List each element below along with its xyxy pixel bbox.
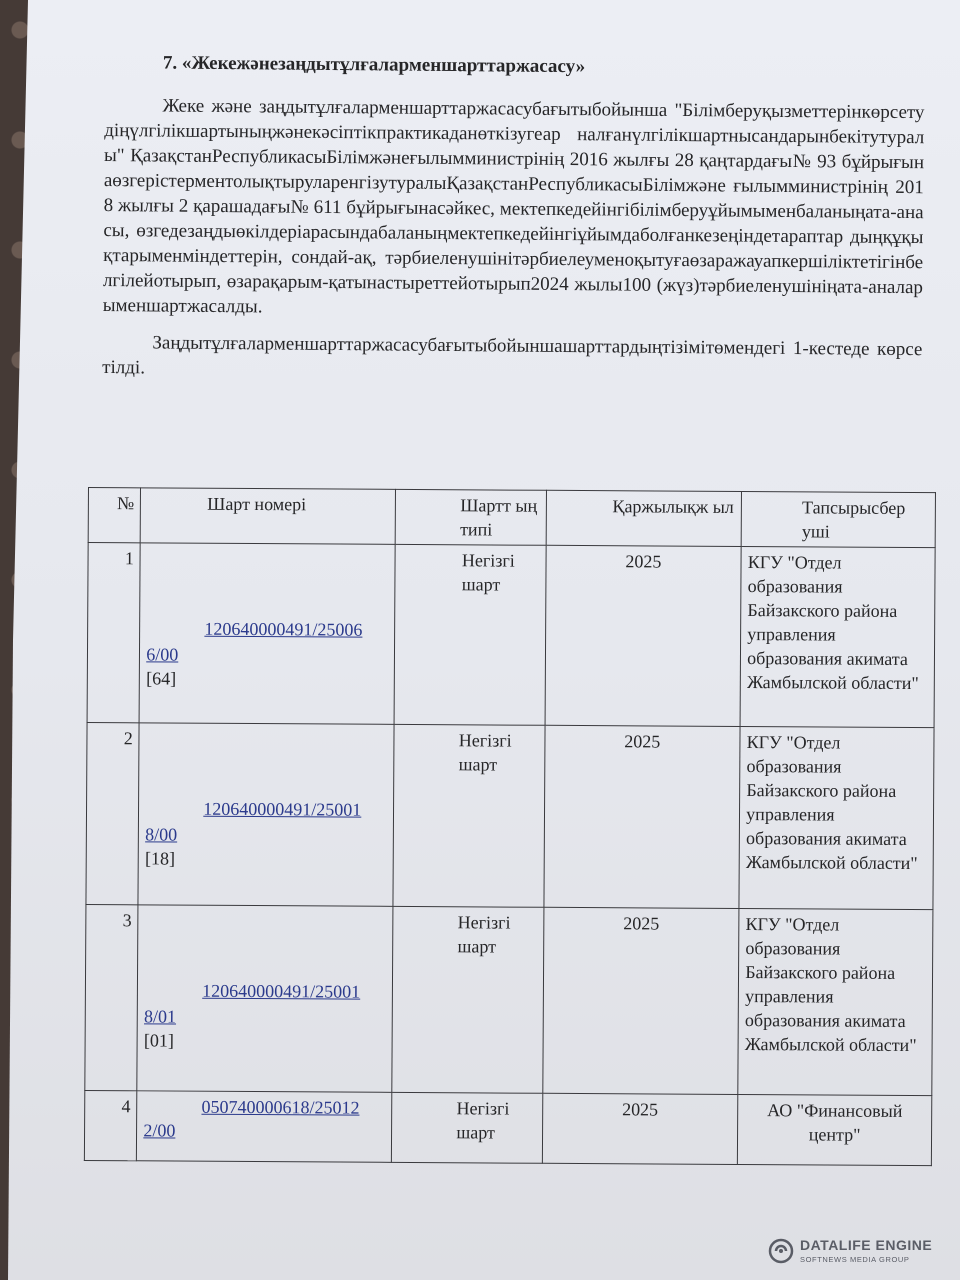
customer: КГУ "Отдел образования Байзакского района управления образования акимата Жамбылской области" <box>739 726 934 909</box>
customer: КГУ "Отдел образования Байзакского района управления образования акимата Жамбылской области" <box>740 546 935 727</box>
contract-number-cell <box>138 723 394 907</box>
watermark-title: DATALIFE ENGINE <box>800 1237 933 1253</box>
contract-number-suffix[interactable]: 8/01 <box>144 1006 177 1027</box>
datalife-logo-icon <box>768 1238 794 1264</box>
fiscal-year: 2025 <box>542 1093 738 1164</box>
contracts-table <box>84 487 936 1166</box>
fiscal-year: 2025 <box>542 907 739 1094</box>
header-type: Шартт ың типі <box>396 489 547 545</box>
header-customer: Тапсырысбер уші <box>741 491 935 547</box>
table-row <box>85 904 933 1095</box>
row-num: 1 <box>87 543 140 723</box>
contract-number-link[interactable]: 050740000618/25012 <box>201 1096 360 1118</box>
header-num: № <box>88 488 141 543</box>
contract-type: Негізгі шарт <box>393 724 544 907</box>
fiscal-year: 2025 <box>544 725 741 908</box>
table-row <box>84 1090 931 1165</box>
contract-number-link[interactable]: 120640000491/25006 <box>204 618 363 640</box>
contract-type: Негізгі шарт <box>392 906 543 1093</box>
contract-number-suffix[interactable]: 6/00 <box>146 644 179 665</box>
customer: АО "Финансовый центр" <box>738 1094 932 1165</box>
header-contract: Шарт номері <box>140 488 395 545</box>
contract-code: [01] <box>143 1030 174 1051</box>
contract-code: [18] <box>144 848 176 869</box>
table-header-row <box>88 488 935 548</box>
row-num: 4 <box>84 1090 137 1160</box>
watermark <box>768 1236 948 1272</box>
contract-number-suffix[interactable]: 2/00 <box>143 1120 176 1141</box>
contract-type: Негізгі шарт <box>394 544 545 725</box>
document-body <box>102 50 925 406</box>
contract-number-link[interactable]: 120640000491/25001 <box>203 798 362 820</box>
row-num: 2 <box>86 722 139 904</box>
intro-paragraph: Жеке және заңдытұлғаларменшарттаржасасубағытыбойынша "Білімберуқызметтерінкөрсетудіңүлгілікшартыныңжәнекәсіптікпрактикаданөткізугеар налғанүлгілікшартнысандарынбекітутуралы" ҚазақстанРеспубликасыБілімжәнеғылымминистрінің 2016 жылғы 28 қаңтардағы№ 93 бұйрығынаөзгерістерментолықтыруларенгізутуралыҚазақстанРеспубликасыБілімжәне ғылымминистрінің 2018 жылғы 2 қарашадағы№ 611 бұйрығынасәйкес, мектепкедейінгібілімберуұйымыменбаланыңата-анасы, өзгедезаңдыөкілдеріарасындабаланыңмектепкедейінгіұйымдаболғанкезеңіндетараптар дыңқұқықтарыменміндеттерін, сондай-ақ, тәрбиеленушінітәрбиелеуменоқытуғаөзаражауапкершіліктетігінбелгілейотырып, өзарақарым-қатынастыреттейотырып2024 жылы100 (жүз)тәрбиеленушініңата-аналарыменшартжасалды. <box>102 95 925 318</box>
contract-number-link[interactable]: 120640000491/25001 <box>202 980 361 1002</box>
section-heading: 7. «Жекежәнезаңдытұлғаларменшарттаржасасу» <box>162 52 586 78</box>
contract-number-suffix[interactable]: 8/00 <box>145 824 178 845</box>
contract-code: [64] <box>146 668 177 689</box>
row-num: 3 <box>85 904 138 1090</box>
customer: КГУ "Отдел образования Байзакского района управления образования акимата Жамбылской области" <box>738 908 933 1095</box>
fiscal-year: 2025 <box>545 545 742 726</box>
contract-number-cell <box>139 543 395 725</box>
table-intro-paragraph: Заңдытұлғаларменшарттаржасасубағытыбойыншашарттардыңтізімітөмендегі 1-кестеде көрсетілді. <box>102 332 923 379</box>
header-year: Қаржылықж ыл <box>546 490 742 546</box>
table-row <box>87 543 935 728</box>
contract-number-cell <box>137 1091 392 1163</box>
contract-type: Негізгі шарт <box>392 1092 543 1163</box>
table-row <box>86 722 934 909</box>
watermark-subtitle: SOFTNEWS MEDIA GROUP <box>800 1255 910 1264</box>
contract-number-cell <box>137 905 393 1093</box>
